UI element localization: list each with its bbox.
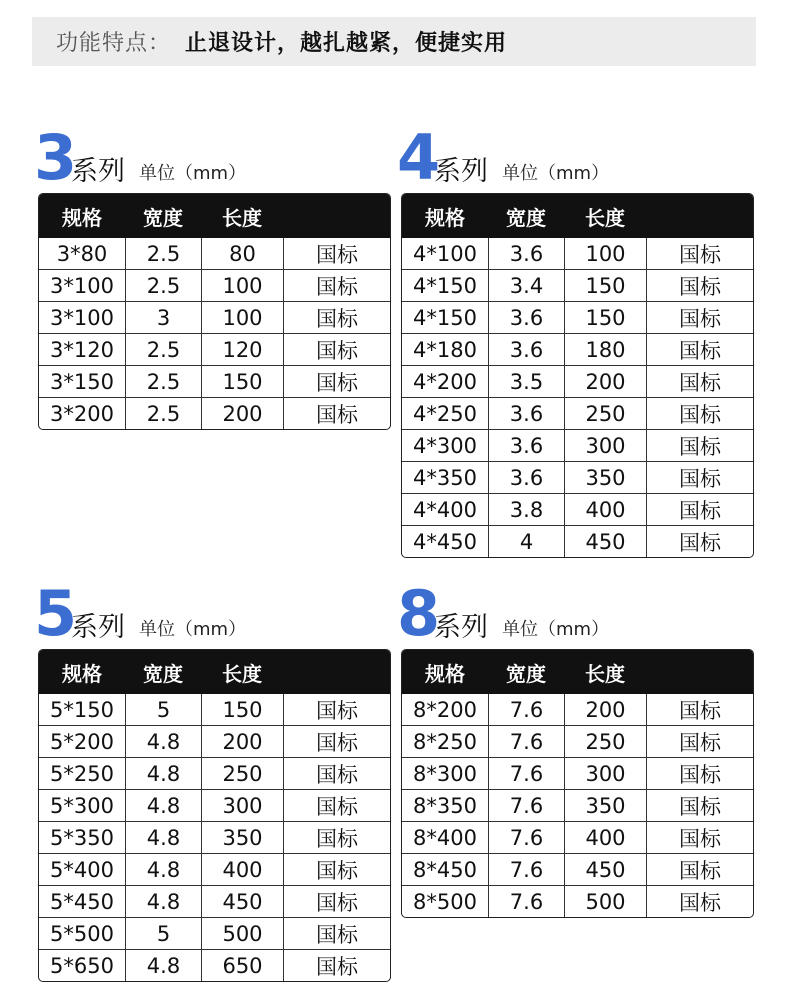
table-header-row <box>39 194 390 238</box>
cell-standard: 国标 <box>646 525 753 557</box>
cell-width: 4 <box>488 525 564 557</box>
cell-width: 7.6 <box>488 853 564 885</box>
table-row <box>39 333 390 365</box>
cell-standard: 国标 <box>283 238 390 269</box>
table-row <box>402 269 753 301</box>
table-row <box>39 885 390 917</box>
cell-spec: 5*200 <box>39 725 125 757</box>
cell-standard: 国标 <box>283 397 390 429</box>
cell-width: 4.8 <box>125 725 201 757</box>
series-8-section <box>397 577 752 918</box>
cell-length: 200 <box>201 725 283 757</box>
cell-standard: 国标 <box>283 269 390 301</box>
cell-width: 7.6 <box>488 694 564 725</box>
cell-width: 5 <box>125 917 201 949</box>
table-row <box>402 525 753 557</box>
cell-spec: 4*200 <box>402 365 488 397</box>
series-number: 8 <box>397 577 439 650</box>
cell-length: 450 <box>564 525 646 557</box>
cell-length: 100 <box>201 269 283 301</box>
cell-length: 180 <box>564 333 646 365</box>
cell-width: 4.8 <box>125 853 201 885</box>
cell-width: 4.8 <box>125 757 201 789</box>
cell-width: 3.6 <box>488 333 564 365</box>
header-width: 宽度 <box>125 194 201 238</box>
cell-standard: 国标 <box>646 397 753 429</box>
cell-length: 300 <box>564 757 646 789</box>
header-standard <box>283 650 390 694</box>
table-row <box>402 853 753 885</box>
table-header-row <box>39 650 390 694</box>
cell-spec: 5*450 <box>39 885 125 917</box>
series-number: 3 <box>34 121 76 194</box>
series-word: 系列 <box>434 612 488 643</box>
cell-width: 4.8 <box>125 949 201 981</box>
series-heading <box>34 121 389 194</box>
cell-width: 2.5 <box>125 269 201 301</box>
table-row <box>39 821 390 853</box>
cell-width: 3.8 <box>488 493 564 525</box>
header-length: 长度 <box>201 650 283 694</box>
cell-width: 3.6 <box>488 397 564 429</box>
cell-spec: 4*400 <box>402 493 488 525</box>
series-word: 系列 <box>434 156 488 187</box>
cell-length: 400 <box>201 853 283 885</box>
cell-width: 2.5 <box>125 333 201 365</box>
table-row <box>402 365 753 397</box>
spec-table <box>38 649 391 982</box>
cell-width: 4.8 <box>125 885 201 917</box>
table-header-row <box>402 650 753 694</box>
cell-spec: 4*150 <box>402 269 488 301</box>
feature-text: 止退设计，越扎越紧，便捷实用 <box>185 31 508 56</box>
cell-spec: 8*250 <box>402 725 488 757</box>
cell-length: 100 <box>201 301 283 333</box>
unit-label: 单位（mm） <box>502 163 610 184</box>
cell-standard: 国标 <box>283 694 390 725</box>
cell-standard: 国标 <box>283 789 390 821</box>
table-row <box>39 301 390 333</box>
cell-length: 80 <box>201 238 283 269</box>
cell-standard: 国标 <box>283 725 390 757</box>
unit-label: 单位（mm） <box>139 619 247 640</box>
cell-length: 450 <box>564 853 646 885</box>
series-5-section <box>34 577 389 982</box>
cell-spec: 5*150 <box>50 697 114 722</box>
series-word: 系列 <box>71 612 125 643</box>
header-width: 宽度 <box>125 650 201 694</box>
cell-length: 120 <box>201 333 283 365</box>
cell-standard: 国标 <box>646 238 753 269</box>
cell-spec: 4*250 <box>402 397 488 429</box>
table-row <box>39 397 390 429</box>
header-length: 长度 <box>564 194 646 238</box>
table-row <box>402 301 753 333</box>
cell-spec: 5*250 <box>39 757 125 789</box>
cell-width: 3.5 <box>488 365 564 397</box>
cell-standard: 国标 <box>646 333 753 365</box>
table-row <box>402 694 753 725</box>
cell-spec: 8*500 <box>402 885 488 917</box>
table-row <box>402 461 753 493</box>
cell-spec: 4*180 <box>402 333 488 365</box>
cell-spec: 3*100 <box>39 301 125 333</box>
cell-spec: 4*300 <box>402 429 488 461</box>
spec-table <box>401 649 754 918</box>
cell-length: 200 <box>564 694 646 725</box>
cell-length: 650 <box>201 949 283 981</box>
cell-length: 350 <box>564 461 646 493</box>
cell-standard: 国标 <box>646 885 753 917</box>
cell-width: 7.6 <box>488 789 564 821</box>
series-4-section <box>397 121 752 558</box>
table-row <box>39 917 390 949</box>
cell-length: 250 <box>201 757 283 789</box>
table-row <box>402 333 753 365</box>
cell-width: 2.5 <box>125 238 201 269</box>
header-standard <box>646 194 753 238</box>
cell-width: 7.6 <box>488 885 564 917</box>
unit-label: 单位（mm） <box>502 619 610 640</box>
cell-spec: 4*450 <box>402 525 488 557</box>
cell-standard: 国标 <box>646 789 753 821</box>
table-row <box>402 397 753 429</box>
cell-length: 200 <box>201 397 283 429</box>
cell-standard: 国标 <box>283 301 390 333</box>
cell-length: 500 <box>201 917 283 949</box>
cell-standard: 国标 <box>646 853 753 885</box>
spec-table <box>38 193 391 430</box>
cell-width: 3 <box>125 301 201 333</box>
cell-length: 350 <box>564 789 646 821</box>
cell-standard: 国标 <box>283 757 390 789</box>
cell-length: 150 <box>201 365 283 397</box>
header-length: 长度 <box>564 650 646 694</box>
cell-width: 3.6 <box>488 461 564 493</box>
series-number: 4 <box>397 121 439 194</box>
cell-length: 500 <box>564 885 646 917</box>
cell-spec: 4*150 <box>402 301 488 333</box>
cell-standard: 国标 <box>283 853 390 885</box>
cell-width: 3.6 <box>488 429 564 461</box>
cell-length: 200 <box>564 365 646 397</box>
table-row <box>39 725 390 757</box>
header-spec: 规格 <box>39 650 125 694</box>
cell-length: 100 <box>564 238 646 269</box>
table-header-row <box>402 194 753 238</box>
cell-standard: 国标 <box>283 821 390 853</box>
cell-standard: 国标 <box>646 269 753 301</box>
table-row <box>402 789 753 821</box>
cell-width: 7.6 <box>488 757 564 789</box>
cell-spec: 5*350 <box>39 821 125 853</box>
cell-length: 250 <box>564 725 646 757</box>
table-row <box>402 429 753 461</box>
cell-spec: 8*450 <box>402 853 488 885</box>
header-width: 宽度 <box>488 194 564 238</box>
cell-width: 3.6 <box>488 238 564 269</box>
cell-width: 4.8 <box>125 789 201 821</box>
cell-spec: 3*120 <box>39 333 125 365</box>
cell-width: 2.5 <box>125 397 201 429</box>
table-row <box>39 269 390 301</box>
cell-width: 5 <box>125 694 201 725</box>
cell-spec: 4*100 <box>413 241 477 266</box>
table-row <box>402 757 753 789</box>
cell-standard: 国标 <box>283 949 390 981</box>
cell-spec: 5*400 <box>39 853 125 885</box>
cell-width: 4.8 <box>125 821 201 853</box>
series-number: 5 <box>34 577 76 650</box>
cell-width: 2.5 <box>125 365 201 397</box>
cell-standard: 国标 <box>646 821 753 853</box>
cell-standard: 国标 <box>283 885 390 917</box>
series-3-section <box>34 121 389 430</box>
cell-length: 150 <box>564 269 646 301</box>
cell-standard: 国标 <box>283 917 390 949</box>
cell-length: 300 <box>201 789 283 821</box>
cell-spec: 5*300 <box>39 789 125 821</box>
feature-banner <box>32 17 756 66</box>
cell-spec: 8*350 <box>402 789 488 821</box>
cell-width: 7.6 <box>488 725 564 757</box>
cell-spec: 3*100 <box>39 269 125 301</box>
header-spec: 规格 <box>402 650 488 694</box>
cell-spec: 5*650 <box>39 949 125 981</box>
header-spec: 规格 <box>402 194 488 238</box>
series-heading <box>397 577 752 650</box>
cell-standard: 国标 <box>646 461 753 493</box>
cell-spec: 8*400 <box>402 821 488 853</box>
cell-spec: 3*200 <box>39 397 125 429</box>
table-row <box>39 853 390 885</box>
cell-standard: 国标 <box>646 365 753 397</box>
cell-length: 250 <box>564 397 646 429</box>
cell-standard: 国标 <box>646 725 753 757</box>
cell-standard: 国标 <box>646 429 753 461</box>
header-standard <box>283 194 390 238</box>
table-row <box>402 885 753 917</box>
header-standard <box>646 650 753 694</box>
cell-standard: 国标 <box>646 757 753 789</box>
header-spec: 规格 <box>39 194 125 238</box>
table-row <box>402 725 753 757</box>
table-row <box>39 789 390 821</box>
cell-length: 300 <box>564 429 646 461</box>
cell-width: 3.6 <box>488 301 564 333</box>
series-heading <box>34 577 389 650</box>
cell-standard: 国标 <box>283 333 390 365</box>
table-row <box>39 238 390 269</box>
cell-length: 450 <box>201 885 283 917</box>
cell-spec: 3*150 <box>39 365 125 397</box>
cell-spec: 8*300 <box>402 757 488 789</box>
cell-length: 150 <box>201 694 283 725</box>
unit-label: 单位（mm） <box>139 163 247 184</box>
spec-table <box>401 193 754 558</box>
cell-width: 7.6 <box>488 821 564 853</box>
table-row <box>39 694 390 725</box>
cell-spec: 3*80 <box>56 241 108 266</box>
cell-length: 150 <box>564 301 646 333</box>
cell-standard: 国标 <box>646 301 753 333</box>
header-length: 长度 <box>201 194 283 238</box>
table-row <box>39 757 390 789</box>
table-row <box>402 821 753 853</box>
table-row <box>39 949 390 981</box>
table-row <box>39 365 390 397</box>
cell-length: 400 <box>564 821 646 853</box>
cell-spec: 4*350 <box>402 461 488 493</box>
table-row <box>402 493 753 525</box>
cell-standard: 国标 <box>646 493 753 525</box>
cell-spec: 5*500 <box>39 917 125 949</box>
series-heading <box>397 121 752 194</box>
cell-standard: 国标 <box>646 694 753 725</box>
feature-label: 功能特点： <box>56 31 172 56</box>
cell-standard: 国标 <box>283 365 390 397</box>
cell-length: 350 <box>201 821 283 853</box>
table-row <box>402 238 753 269</box>
cell-length: 400 <box>564 493 646 525</box>
series-word: 系列 <box>71 156 125 187</box>
header-width: 宽度 <box>488 650 564 694</box>
cell-width: 3.4 <box>488 269 564 301</box>
cell-spec: 8*200 <box>413 697 477 722</box>
